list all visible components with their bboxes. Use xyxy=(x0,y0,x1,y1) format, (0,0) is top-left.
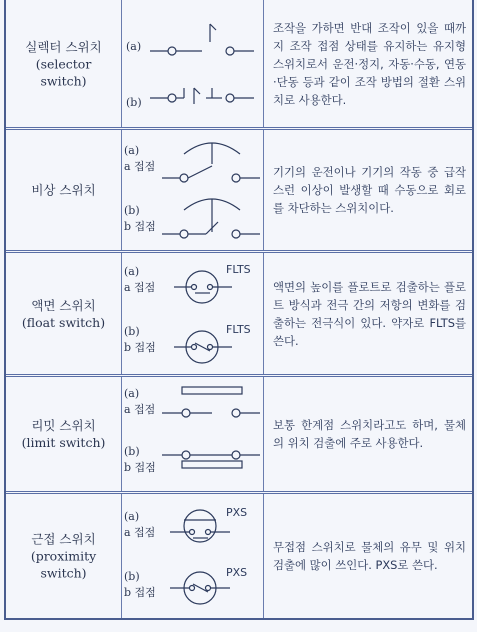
label-a-contact: a 접점 xyxy=(124,160,156,173)
name-ko: 비상 스위치 xyxy=(31,182,96,198)
float-a-contact-symbol xyxy=(166,257,262,313)
switch-name xyxy=(6,38,121,89)
label-b-contact: b 접점 xyxy=(124,461,156,474)
label-b-contact: b 접점 xyxy=(124,586,156,599)
float-b-contact-symbol xyxy=(166,317,262,373)
table-row-proximity xyxy=(6,494,472,620)
name-ko: 실렉터 스위치 xyxy=(25,39,102,54)
name-cell xyxy=(6,130,122,250)
name-cell xyxy=(6,494,122,618)
label-a: (a) xyxy=(124,144,140,157)
selector-b-contact-symbol xyxy=(150,78,260,114)
name-en-2: switch) xyxy=(40,73,87,88)
pxs-tag-a: PXS xyxy=(226,506,248,519)
flts-tag-b: FLTS xyxy=(226,323,251,336)
table-row-limit xyxy=(6,377,472,494)
name-en: (limit switch) xyxy=(21,435,106,450)
label-a: (a) xyxy=(124,510,140,523)
limit-a-contact-symbol xyxy=(162,385,262,425)
emergency-a-contact-symbol xyxy=(162,134,262,188)
label-a: (a) xyxy=(124,387,140,400)
table-row-float xyxy=(6,253,472,377)
limit-b-contact-symbol xyxy=(162,443,262,483)
label-b-contact: b 접점 xyxy=(124,220,156,233)
flts-tag-a: FLTS xyxy=(226,263,251,276)
symbol-cell xyxy=(122,253,264,374)
name-en: (float switch) xyxy=(21,314,106,330)
description-text: 무접점 스위치로 물체의 유무 및 위치 검출에 많이 쓰인다. PXS로 쓴다. xyxy=(273,540,466,572)
table-row-selector xyxy=(6,0,472,130)
proximity-b-contact-symbol xyxy=(162,560,262,616)
symbol-cell xyxy=(122,130,264,250)
description-cell xyxy=(264,377,472,491)
label-a-contact: a 접점 xyxy=(124,526,156,539)
name-cell xyxy=(6,377,122,491)
switch-table xyxy=(4,0,474,620)
switch-name xyxy=(6,297,121,331)
proximity-a-contact-symbol xyxy=(162,500,262,556)
description-text: 보통 한계점 스위치라고도 하며, 물체의 위치 검출에 주로 사용한다. xyxy=(273,418,466,450)
description-text: 액면의 높이를 플로트로 검출하는 플로트 방식과 전극 간의 저항의 변화를 검출하는 전극식이 있다. 약자로 FLTS를 쓴다. xyxy=(273,279,466,348)
symbol-cell xyxy=(122,0,264,127)
name-ko: 액면 스위치 xyxy=(31,297,96,313)
label-b: (b) xyxy=(124,445,140,458)
label-b: (b) xyxy=(124,204,140,217)
description-cell xyxy=(264,0,472,127)
label-b-contact: b 접점 xyxy=(124,341,156,354)
label-b: (b) xyxy=(126,96,142,109)
name-en-2: switch) xyxy=(40,565,87,581)
label-b: (b) xyxy=(124,570,140,583)
description-cell xyxy=(264,130,472,250)
description-cell xyxy=(264,494,472,618)
name-cell xyxy=(6,0,122,127)
switch-name xyxy=(6,182,121,199)
label-a: (a) xyxy=(124,265,140,278)
name-en-1: (selector xyxy=(35,56,92,71)
label-a-contact: a 접점 xyxy=(124,403,156,416)
label-b: (b) xyxy=(124,325,140,338)
symbol-cell xyxy=(122,377,264,491)
label-a: (a) xyxy=(126,40,142,53)
name-en-1: (proximity xyxy=(30,548,97,564)
name-ko: 근접 스위치 xyxy=(31,531,96,547)
symbol-cell xyxy=(122,494,264,618)
switch-name xyxy=(6,417,121,451)
label-a-contact: a 접점 xyxy=(124,281,156,294)
switch-name xyxy=(6,531,121,582)
emergency-b-contact-symbol xyxy=(162,192,262,246)
pxs-tag-b: PXS xyxy=(226,566,248,579)
selector-a-contact-symbol xyxy=(150,16,260,62)
name-ko: 리밋 스위치 xyxy=(31,418,96,433)
description-text: 조작을 가하면 반대 조작이 있을 때까지 조작 접점 상태를 유지하는 유지형 스위치로서 운전·정지, 자동·수동, 연동·단동 등과 같이 조작 방법의 절환 스위치로 사용한다. xyxy=(273,20,466,107)
description-text: 기기의 운전이나 기기의 작동 중 급작스런 이상이 발생할 때 수동으로 회로를 차단하는 스위치이다. xyxy=(273,165,466,215)
table-row-emergency xyxy=(6,130,472,253)
description-cell xyxy=(264,253,472,374)
name-cell xyxy=(6,253,122,374)
